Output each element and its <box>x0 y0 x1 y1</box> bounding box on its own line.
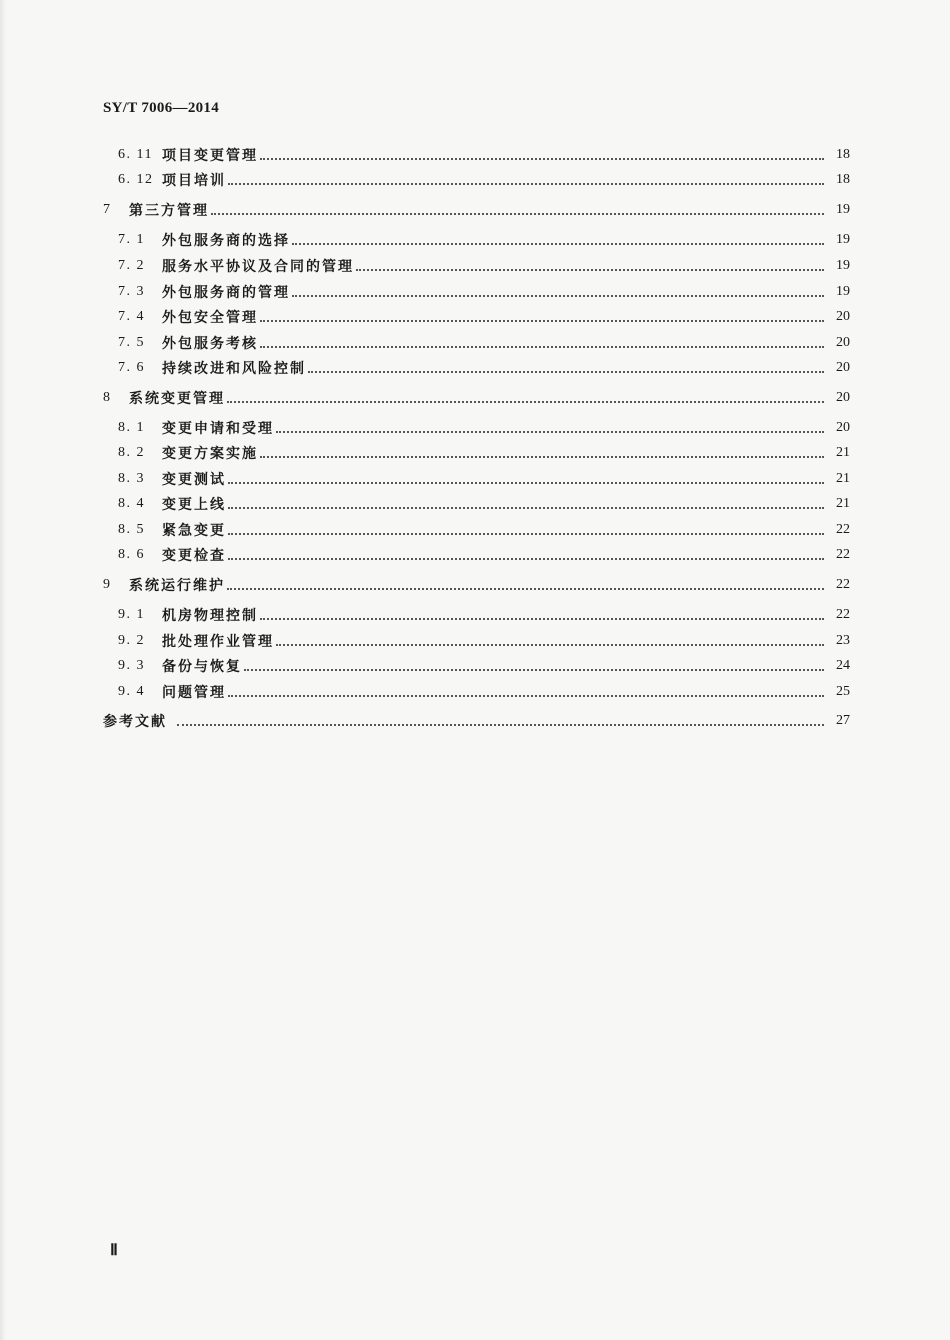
toc-leader-dots <box>227 401 824 403</box>
toc-entry-title: 紧急变更 <box>162 523 226 539</box>
toc-entry[interactable] <box>118 545 850 565</box>
toc-entry-number: 9 <box>103 577 112 592</box>
toc-entry-page: 21 <box>836 496 850 511</box>
toc-entry-title: 问题管理 <box>162 685 226 701</box>
toc-leader-dots <box>177 724 824 726</box>
toc-entry-title: 变更测试 <box>162 472 226 488</box>
toc-entry[interactable] <box>118 605 850 625</box>
toc-entry[interactable] <box>118 145 850 165</box>
toc-entry-page: 18 <box>836 147 850 162</box>
toc-leader-dots <box>260 320 824 322</box>
toc-entry-number: 8. 4 <box>118 496 145 511</box>
toc-entry-page: 19 <box>836 258 850 273</box>
toc-entry-title: 外包服务商的选择 <box>162 233 290 249</box>
toc-entry-page: 27 <box>836 713 850 728</box>
toc-entry[interactable] <box>118 333 850 353</box>
toc-entry[interactable] <box>118 494 850 514</box>
toc-entry-number: 8. 5 <box>118 522 145 537</box>
toc-entry-title: 项目培训 <box>162 173 226 189</box>
toc-entry[interactable] <box>118 656 850 676</box>
toc-entry-title: 系统运行维护 <box>129 578 225 594</box>
toc-entry-title: 变更申请和受理 <box>162 421 274 437</box>
toc-entry-number: 8. 2 <box>118 445 145 460</box>
toc-leader-dots <box>211 213 824 215</box>
toc-entry-number: 8. 3 <box>118 471 145 486</box>
toc-entry-title: 变更上线 <box>162 497 226 513</box>
toc-entry[interactable] <box>118 520 850 540</box>
toc-entry[interactable] <box>118 256 850 276</box>
toc-entry-page: 22 <box>836 577 850 592</box>
toc-entry-title: 外包安全管理 <box>162 310 258 326</box>
toc-entry-page: 20 <box>836 360 850 375</box>
toc-leader-dots <box>260 618 824 620</box>
toc-entry-title: 服务水平协议及合同的管理 <box>162 259 354 275</box>
toc-entry[interactable] <box>118 358 850 378</box>
document-header: SY/T 7006—2014 <box>103 100 220 116</box>
toc-entry-title: 外包服务考核 <box>162 336 258 352</box>
toc-entry-page: 23 <box>836 633 850 648</box>
toc-entry-number: 8. 1 <box>118 420 145 435</box>
toc-leader-dots <box>244 669 824 671</box>
toc-entry-number: 9. 1 <box>118 607 145 622</box>
toc-leader-dots <box>260 158 824 160</box>
toc-entry-title: 变更检查 <box>162 548 226 564</box>
toc-entry-page: 21 <box>836 445 850 460</box>
toc-entry-title: 持续改进和风险控制 <box>162 361 306 377</box>
toc-entry[interactable] <box>118 307 850 327</box>
toc-entry-number: 7. 3 <box>118 284 145 299</box>
toc-entry-page: 22 <box>836 607 850 622</box>
toc-leader-dots <box>228 533 824 535</box>
toc-entry-title: 批处理作业管理 <box>162 634 274 650</box>
toc-entry-number: 6. 11 <box>118 147 153 162</box>
toc-leader-dots <box>228 507 824 509</box>
toc-entry[interactable] <box>118 282 850 302</box>
toc-leader-dots <box>292 295 824 297</box>
toc-entry-title: 第三方管理 <box>129 203 209 219</box>
toc-entry[interactable] <box>118 682 850 702</box>
toc-leader-dots <box>227 588 824 590</box>
toc-entry-page: 20 <box>836 390 850 405</box>
toc-entry-page: 25 <box>836 684 850 699</box>
toc-entry-page: 20 <box>836 309 850 324</box>
toc-entry-title: 备份与恢复 <box>162 659 242 675</box>
toc-entry[interactable] <box>118 170 850 190</box>
toc-entry-number: 8 <box>103 390 112 405</box>
toc-entry-number: 7. 4 <box>118 309 145 324</box>
toc-leader-dots <box>292 243 824 245</box>
toc-leader-dots <box>276 644 824 646</box>
toc-entry-page: 19 <box>836 202 850 217</box>
toc-entry-page: 24 <box>836 658 850 673</box>
toc-entry-number: 7. 2 <box>118 258 145 273</box>
toc-entry-page: 20 <box>836 335 850 350</box>
toc-entry-page: 18 <box>836 172 850 187</box>
toc-leader-dots <box>260 456 824 458</box>
toc-entry-title: 项目变更管理 <box>162 148 258 164</box>
toc-entry-title: 机房物理控制 <box>162 608 258 624</box>
page-edge <box>0 0 6 1340</box>
toc-entry-page: 21 <box>836 471 850 486</box>
toc-entry-number: 9. 4 <box>118 684 145 699</box>
toc-leader-dots <box>228 482 824 484</box>
toc-entry-title: 参考文献 <box>103 714 167 730</box>
toc-entry-number: 7. 1 <box>118 232 145 247</box>
toc-entry[interactable] <box>118 631 850 651</box>
toc-entry-page: 19 <box>836 284 850 299</box>
toc-leader-dots <box>356 269 824 271</box>
toc-entry-page: 19 <box>836 232 850 247</box>
toc-entry-page: 20 <box>836 420 850 435</box>
toc-entry-references[interactable] <box>103 711 850 731</box>
toc-entry-title: 外包服务商的管理 <box>162 285 290 301</box>
toc-leader-dots <box>228 183 824 185</box>
toc-entry-number: 8. 6 <box>118 547 145 562</box>
toc-leader-dots <box>276 431 824 433</box>
toc-entry-number: 7. 5 <box>118 335 145 350</box>
toc-leader-dots <box>228 695 824 697</box>
page-folio: Ⅱ <box>110 1242 118 1259</box>
toc-entry[interactable] <box>118 469 850 489</box>
toc-leader-dots <box>228 558 824 560</box>
toc-entry-number: 7 <box>103 202 112 217</box>
toc-entry[interactable] <box>118 418 850 438</box>
toc-leader-dots <box>260 346 824 348</box>
toc-entry-title: 变更方案实施 <box>162 446 258 462</box>
toc-entry-number: 7. 6 <box>118 360 145 375</box>
toc-entry-page: 22 <box>836 522 850 537</box>
toc-leader-dots <box>308 371 824 373</box>
toc-entry[interactable] <box>103 575 850 595</box>
toc-entry[interactable] <box>118 443 850 463</box>
toc-entry-number: 9. 3 <box>118 658 145 673</box>
toc-entry[interactable] <box>103 388 850 408</box>
toc-entry-number: 9. 2 <box>118 633 145 648</box>
toc-entry-page: 22 <box>836 547 850 562</box>
toc-entry-title: 系统变更管理 <box>129 391 225 407</box>
toc-entry[interactable] <box>118 230 850 250</box>
toc-entry[interactable] <box>103 200 850 220</box>
toc-entry-number: 6. 12 <box>118 172 154 187</box>
